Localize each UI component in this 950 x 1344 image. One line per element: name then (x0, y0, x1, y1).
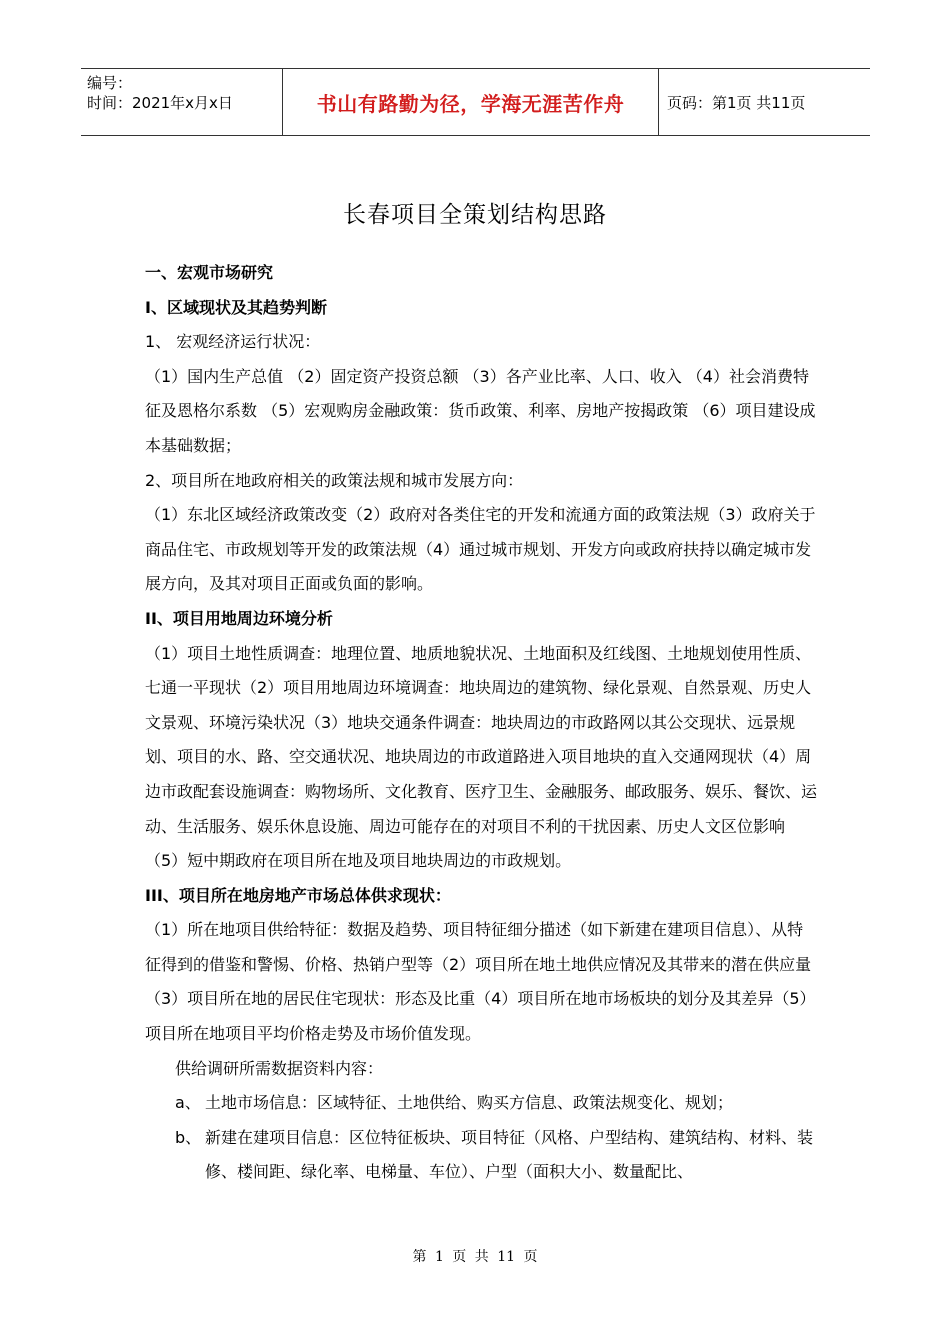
supply-intro: 供给调研所需数据资料内容： (175, 1058, 384, 1078)
item1-heading: 1、 宏观经济运行状况： (145, 332, 321, 352)
list-item (145, 1086, 817, 1121)
page-footer: 第 1 页 共 11 页 (412, 1249, 538, 1265)
list-text: 新建在建项目信息：区位特征板块、项目特征（风格、户型结构、建筑结构、材料、装修、楼间距、绿化率、电梯量、车位）、户型（面积大小、数量配比、 (205, 1127, 814, 1182)
sub1-heading: I、区域现状及其趋势判断 (145, 297, 327, 317)
list-text: 土地市场信息：区域特征、土地供给、购买方信息、政策法规变化、规划； (205, 1093, 734, 1113)
header-page-info: 页码：第1页 共11页 (667, 93, 806, 112)
item2-heading: 2、项目所在地政府相关的政策法规和城市发展方向： (145, 470, 524, 490)
sub3-body: （1）所在地项目供给特征：数据及趋势、项目特征细分描述（如下新建在建项目信息）、从特征得到的借鉴和警惕、价格、热销户型等（2）项目所在地土地供应情况及其带来的潜在供应量（3）项目所在地的居民住宅现状：形态及比重（4）项目所在地市场板块的划分及其差异（5）项目所在地项目平均价格走势及市场价值发现。 (145, 920, 816, 1044)
item1-body: （1）国内生产总值 （2）固定资产投资总额 （3）各产业比率、人口、收入 （4）社会消费特征及恩格尔系数 （5）宏观购房金融政策：货币政策、利率、房地产按揭政策 （6）项目建设成本基础数据； (145, 366, 816, 455)
header-meta-cell (81, 69, 282, 135)
header-motto: 书山有路勤为径，学海无涯苦作舟 (282, 69, 659, 135)
header-time: 时间：2021年x月x日 (87, 94, 233, 112)
document-body (145, 256, 817, 1190)
list-marker: a、 (175, 1093, 201, 1113)
sub2-heading: II、项目用地周边环境分析 (145, 608, 333, 628)
list-marker: b、 (175, 1127, 202, 1147)
section1-heading: 一、宏观市场研究 (145, 263, 274, 282)
item2-body: （1）东北区域经济政策改变（2）政府对各类住宅的开发和流通方面的政策法规（3）政府关于商品住宅、市政规划等开发的政策法规（4）通过城市规划、开发方向或政府扶持以确定城市发展方向，及其对项目正面或负面的影响。 (145, 505, 816, 594)
document-title: 长春项目全策划结构思路 (343, 202, 607, 228)
header-table (81, 68, 870, 136)
header-number: 编号： (87, 74, 133, 92)
sub2-body: （1）项目土地性质调查：地理位置、地质地貌状况、土地面积及红线图、土地规划使用性质、七通一平现状（2）项目用地周边环境调查：地块周边的建筑物、绿化景观、自然景观、历史人文景观、环境污染状况（3）地块交通条件调查：地块周边的市政路网以其公交现状、远景规划、项目的水、路、空交通状况、地块周边的市政道路进入项目地块的直入交通网现状（4）周边市政配套设施调查：购物场所、文化教育、医疗卫生、金融服务、邮政服务、娱乐、餐饮、运动、生活服务、娱乐休息设施、周边可能存在的对项目不利的干扰因素、历史人文区位影响（5）短中期政府在项目所在地及项目地块周边的市政规划。 (145, 643, 818, 871)
list-item (145, 1121, 817, 1190)
sub3-heading: III、项目所在地房地产市场总体供求现状： (145, 885, 451, 905)
